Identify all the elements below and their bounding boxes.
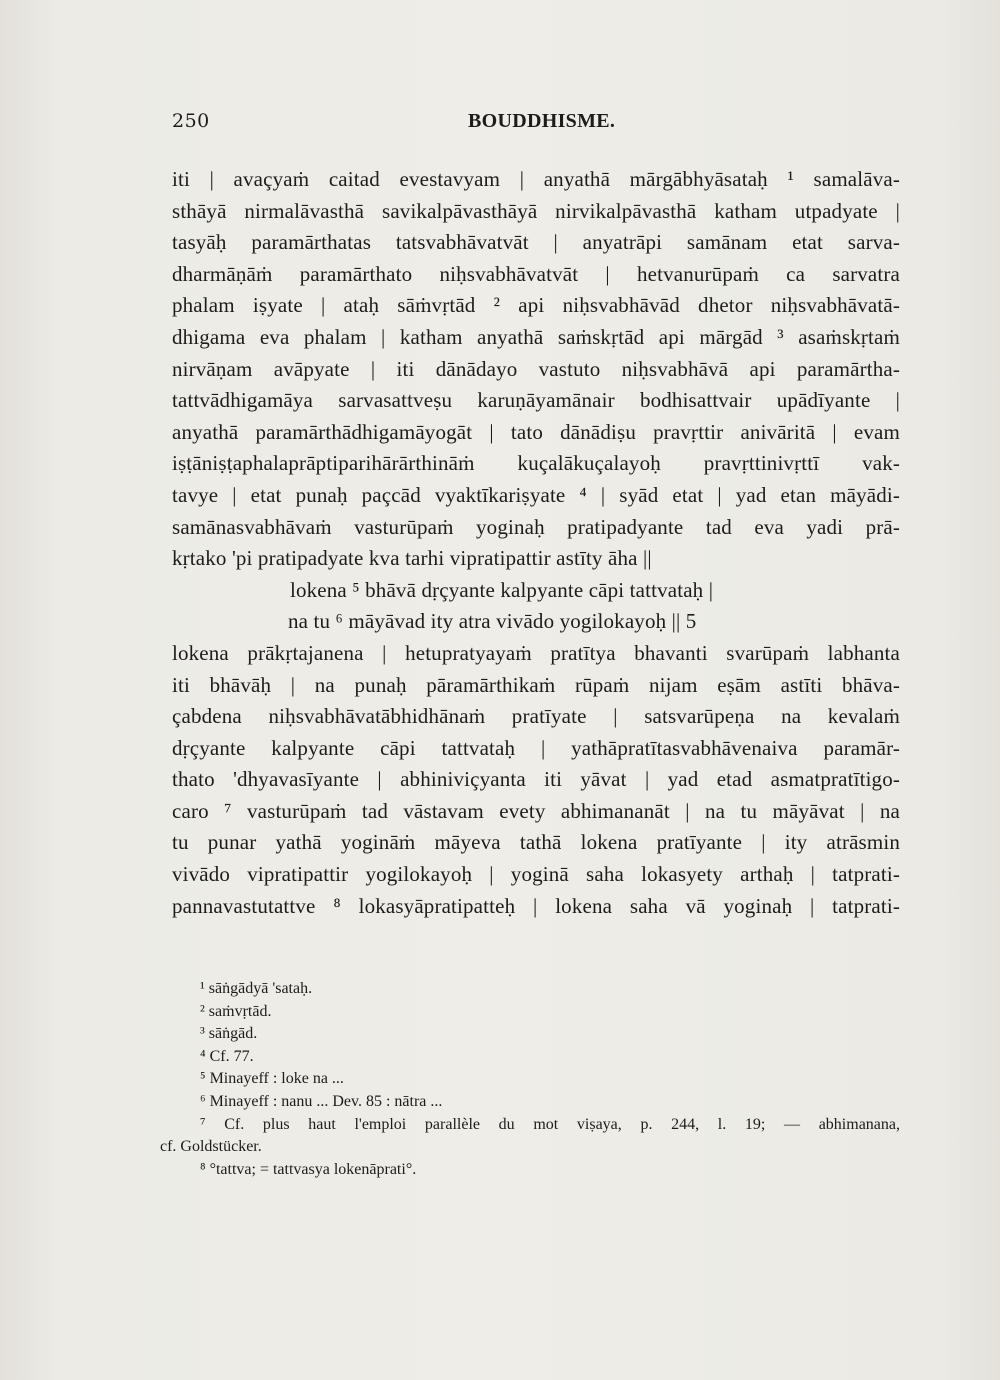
text-line: tu punar yathā yogināṁ māyeva tathā lokena pratīyante | ity atrāsmin — [172, 830, 900, 855]
text-line: iti | avaçyaṁ caitad evestavyam | anyathā mārgābhyāsataḥ ¹ samalāva- — [172, 167, 900, 191]
text-line: tattvādhigamāya sarvasattveṣu karuṇāyamānair bodhisattvair upādīyante | — [172, 388, 900, 413]
footnote: ² saṁvṛtād. — [200, 1002, 272, 1020]
footnote: ³ sāṅgād. — [200, 1025, 258, 1043]
footnote: ⁴ Cf. 77. — [200, 1047, 254, 1065]
text-line: vivādo vipratipattir yogilokayoḥ | yoginā saha lokasyety arthaḥ | tatprati- — [172, 862, 900, 887]
page-number: 250 — [172, 110, 210, 132]
text-line: pannavastutattve ⁸ lokasyāpratipatteḥ | lokena saha vā yoginaḥ | tatprati- — [172, 893, 900, 918]
text-line: nirvāṇam avāpyate | iti dānādayo vastuto niḥsvabhāvā api paramārtha- — [172, 356, 900, 381]
footnote: ⁸ °tattva; = tattvasya lokenāprati°. — [200, 1160, 417, 1178]
footnote: ⁵ Minayeff : loke na ... — [200, 1070, 344, 1088]
footnote: ⁷ Cf. plus haut l'emploi parallèle du mot viṣaya, p. 244, l. 19; — abhimanana, — [200, 1115, 900, 1133]
page-header — [172, 110, 892, 140]
text-line: thato 'dhyavasīyante | abhiniviçyanta iti yāvat | yad etad asmatpratītigo- — [172, 767, 900, 792]
text-line: caro ⁷ vasturūpaṁ tad vāstavam evety abhimananāt | na tu māyāvat | na — [172, 798, 900, 823]
footnote-continuation: cf. Goldstücker. — [160, 1138, 262, 1156]
text-line: dṛçyante kalpyante cāpi tattvataḥ | yathāpratītasvabhāvenaiva paramār- — [172, 735, 900, 760]
running-title: BOUDDHISME. — [468, 110, 616, 132]
text-line: samānasvabhāvaṁ vasturūpaṁ yoginaḥ pratipadyante tad eva yadi prā- — [172, 514, 900, 539]
footnote: ⁶ Minayeff : nanu ... Dev. 85 : nātra ... — [200, 1092, 443, 1110]
text-line: tasyāḥ paramārthatas tatsvabhāvatvāt | anyatrāpi samānam etat sarva- — [172, 230, 900, 255]
text-line: kṛtako 'pi pratipadyate kva tarhi vipratipattir astīty āha || — [172, 546, 652, 571]
main-text — [172, 164, 900, 922]
footnotes — [160, 978, 900, 1181]
text-line: dharmāṇāṁ paramārthato niḥsvabhāvatvāt | hetvanurūpaṁ ca sarvatra — [172, 261, 900, 286]
text-line: lokena prākṛtajanena | hetupratyayaṁ pratītya bhavanti svarūpaṁ labhanta — [172, 640, 900, 665]
text-line: anyathā paramārthādhigamāyogāt | tato dānādiṣu pravṛttir anivāritā | evam — [172, 419, 900, 444]
text-line: iṣṭāniṣṭaphalaprāptiparihārārthināṁ kuçalākuçalayoḥ pravṛttinivṛttī vak- — [172, 451, 900, 476]
text-line: iti bhāvāḥ | na punaḥ pāramārthikaṁ rūpaṁ nijam eṣām astīti bhāva- — [172, 672, 900, 697]
text-line: phalam iṣyate | ataḥ sāṁvṛtād ² api niḥsvabhāvād dhetor niḥsvabhāvatā- — [172, 293, 900, 318]
text-line: sthāyā nirmalāvasthā savikalpāvasthāyā nirvikalpāvasthā katham utpadyate | — [172, 198, 900, 223]
verse-line: na tu ⁶ māyāvad ity atra vivādo yogilokayoḥ || 5 — [288, 609, 697, 634]
text-line: tavye | etat punaḥ paçcād vyaktīkariṣyate ⁴ | syād etat | yad etan māyādi- — [172, 482, 900, 507]
text-line: çabdena niḥsvabhāvatābhidhānaṁ pratīyate | satsvarūpeṇa na kevalaṁ — [172, 704, 900, 729]
verse-line: lokena ⁵ bhāvā dṛçyante kalpyante cāpi tattvataḥ | — [290, 577, 714, 602]
footnote: ¹ sāṅgādyā 'sataḥ. — [200, 980, 313, 997]
text-line: dhigama eva phalam | katham anyathā saṁskṛtād api mārgād ³ asaṁskṛtaṁ — [172, 324, 900, 349]
